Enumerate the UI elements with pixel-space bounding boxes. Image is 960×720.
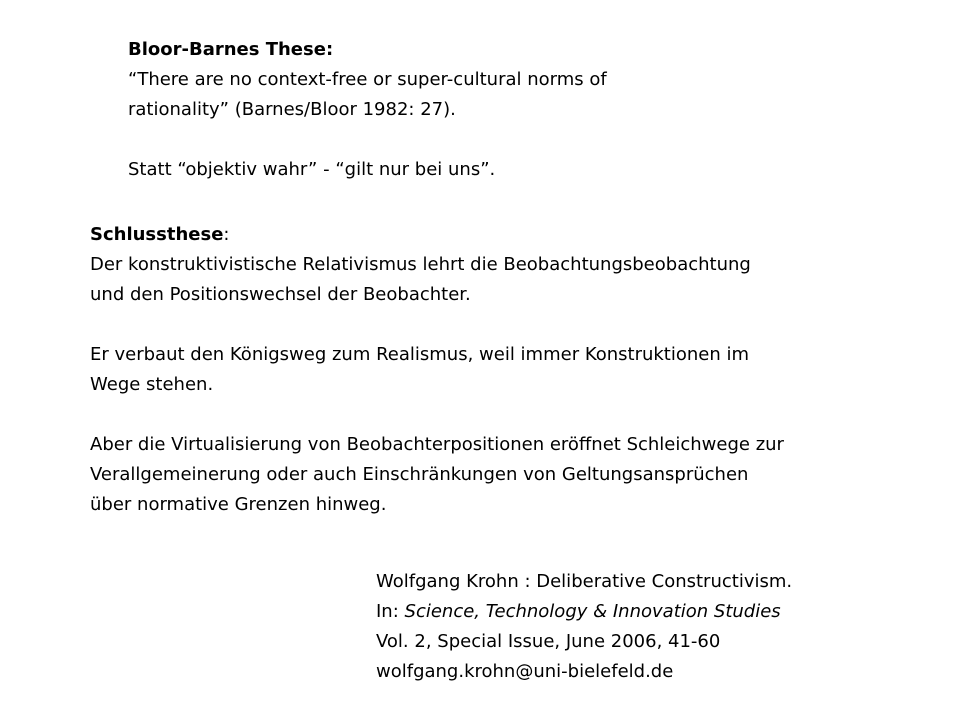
bloor-barnes-heading: Bloor-Barnes These:: [128, 39, 334, 60]
bloor-quote-line-2: rationality” (Barnes/Bloor 1982: 27).: [128, 99, 456, 120]
spacer: [90, 400, 784, 430]
reference-author-title: Wolfgang Krohn : Deliberative Constructivism.: [376, 571, 793, 592]
paragraph-3-line-1: Aber die Virtualisierung von Beobachterpositionen eröffnet Schleichwege zur: [90, 434, 784, 455]
statt-line: Statt “objektiv wahr” - “gilt nur bei uns”.: [128, 159, 496, 180]
reference-in-prefix: In:: [376, 601, 405, 622]
paragraph-3-line-3: über normative Grenzen hinweg.: [90, 494, 387, 515]
paragraph-1-line-2: und den Positionswechsel der Beobachter.: [90, 284, 471, 305]
reference-journal: Science, Technology & Innovation Studies: [404, 601, 781, 622]
spacer: [90, 310, 784, 340]
paragraph-2-line-1: Er verbaut den Königsweg zum Realismus, weil immer Konstruktionen im: [90, 344, 750, 365]
schlussthese-heading: Schlussthese: [90, 224, 224, 245]
paragraph-2-line-2: Wege stehen.: [90, 374, 214, 395]
reference-email: wolfgang.krohn@uni-bielefeld.de: [376, 661, 674, 682]
schlussthese-colon: :: [223, 224, 230, 245]
reference-in-line: [376, 597, 792, 627]
schlussthese-heading-line: [90, 220, 784, 250]
reference-volume: Vol. 2, Special Issue, June 2006, 41-60: [376, 631, 721, 652]
spacer: [128, 125, 607, 155]
bloor-quote-line-1: “There are no context-free or super-cultural norms of: [128, 69, 607, 90]
bloor-barnes-section: [128, 35, 607, 185]
paragraph-3-line-2: Verallgemeinerung oder auch Einschränkungen von Geltungsansprüchen: [90, 464, 749, 485]
schlussthese-section: [90, 220, 784, 520]
paragraph-1-line-1: Der konstruktivistische Relativismus lehrt die Beobachtungsbeobachtung: [90, 254, 751, 275]
reference-section: [376, 567, 792, 687]
